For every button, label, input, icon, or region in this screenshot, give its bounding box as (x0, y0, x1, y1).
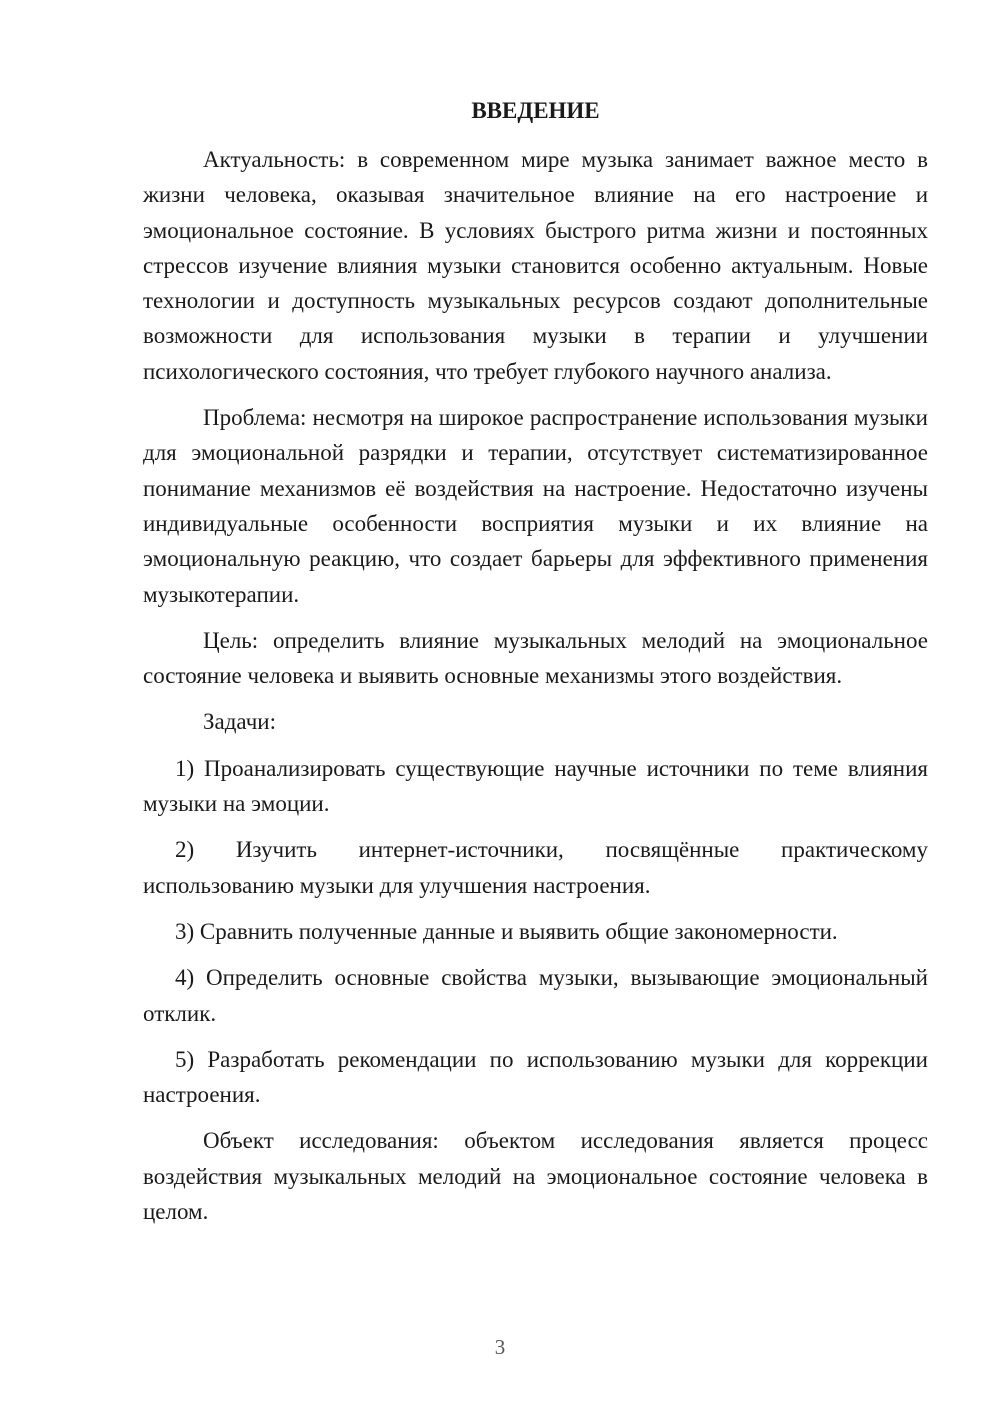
page-number: 3 (494, 1335, 506, 1359)
tasks-heading: Задачи: (203, 709, 276, 735)
task-item-2: 2) Изучить интернет-источники, посвящённые практическому использованию музыки для улучшения настроения. (143, 837, 928, 898)
task-item-4: 4) Определить основные свойства музыки, вызывающие эмоциональный отклик. (143, 965, 928, 1026)
paragraph-goal: Цель: определить влияние музыкальных мелодий на эмоциональное состояние человека и выявить основные механизмы этого воздействия. (143, 627, 928, 689)
paragraph-object: Объект исследования: объектом исследования является процесс воздействия музыкальных мелодий на эмоциональное состояние человека в целом. (143, 1128, 928, 1225)
task-item-1: 1) Проанализировать существующие научные источники по теме влияния музыки на эмоции. (143, 755, 928, 817)
page-title: ВВЕДЕНИЕ (471, 98, 600, 123)
paragraph-relevance: Актуальность: в современном мире музыка занимает важное место в жизни человека, оказывая значительное влияние на его настроение и эмоциональное состояние. В условиях быстрого ритма жизни и постоянных стрессов изучение влияния музыки становится особенно актуальным. Новые технологии и доступность музыкальных ресурсов создают дополнительные возможности для использования музыки в терапии и улучшении психологического состояния, что требует глубокого научного анализа. (143, 147, 928, 384)
paragraph-problem: Проблема: несмотря на широкое распространение использования музыки для эмоциональной разрядки и терапии, отсутствует систематизированное понимание механизмов её воздействия на настроение. Недостаточно изучены индивидуальные особенности восприятия музыки и их влияние на эмоциональную реакцию, что создает барьеры для эффективного применения музыкотерапии. (143, 405, 928, 607)
document-body (143, 142, 928, 1240)
task-item-3: 3) Сравнить полученные данные и выявить общие закономерности. (175, 918, 838, 944)
task-item-5: 5) Разработать рекомендации по использованию музыки для коррекции настроения. (143, 1046, 928, 1108)
